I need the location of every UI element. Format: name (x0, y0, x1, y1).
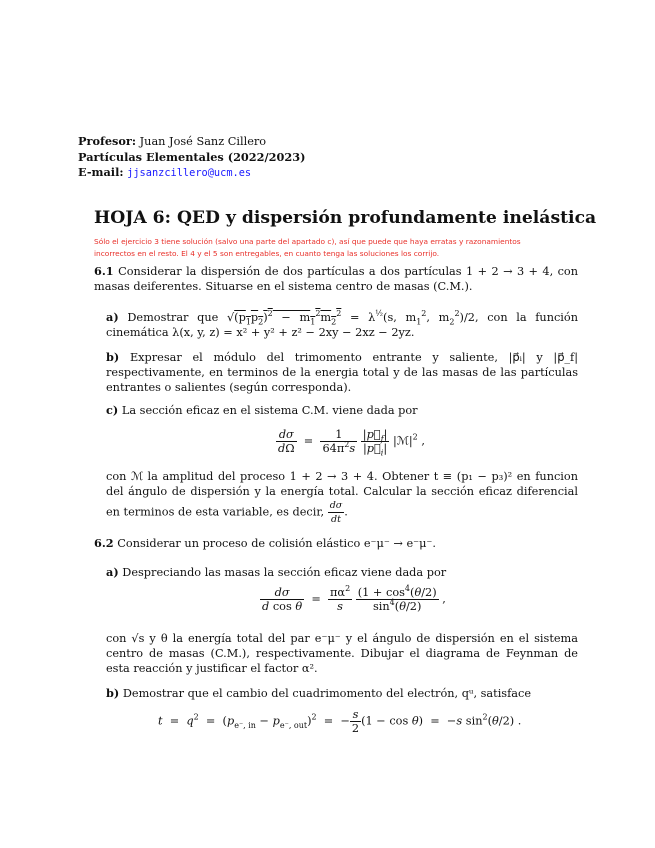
part-a-text-3: x² + y² + z² − 2xy − 2xz − 2yz. (236, 326, 415, 339)
author-note-line-1: Sólo el ejercicio 3 tiene solución (salvo una parte del apartado c), así que puede que haya erratas y razonamientos (94, 237, 521, 246)
part-2a-text: Despreciando las masas la sección eficaz viene dada por (122, 566, 447, 579)
part-a-text-1: Demostrar que (127, 311, 219, 324)
exercise-6-2-number: 6.2 (94, 536, 114, 550)
exercise-6-1-number: 6.1 (94, 264, 114, 278)
author-note-line-2: incorrectos en el resto. El 4 y el 5 son entregables, en cuanto tenga las soluciones los corrijo. (94, 249, 440, 258)
exercise-6-2-text: Considerar un proceso de colisión elástico e⁻μ⁻ → e⁻μ⁻. (117, 537, 436, 550)
email-label: E-mail: (78, 165, 124, 179)
part-b-label: b) (106, 350, 120, 364)
exercise-6-1-intro (94, 264, 578, 294)
exercise-6-2-a (106, 565, 578, 580)
exercise-6-2-a-continued (106, 631, 578, 676)
exercise-6-1-a (106, 310, 578, 340)
author-note (94, 236, 594, 260)
rutherford-equation: $\frac{d\sigma}{\text{d cos θ}}$ = $\frac{\pi\alpha^2}{s}$ $\frac{(1 + \cos^4(\theta/2)}{\sin^4(\theta/2)}$ , (262, 584, 446, 613)
part-2b-text: Demostrar que el cambio del cuadrimomento del electrón, qᵘ, satisface (122, 687, 532, 700)
professor-label: Profesor: (78, 134, 137, 148)
exercise-6-2-b (106, 686, 578, 701)
exercise-6-1-c (106, 403, 578, 418)
sheet-title: HOJA 6: QED y dispersión profundamente inelástica (94, 208, 597, 228)
exercise-6-2-intro (94, 536, 578, 551)
email-link[interactable]: jjsanzcillero@ucm.es (127, 167, 252, 179)
dsigma-dt: $\frac{d\sigma}{dt}$ (329, 500, 343, 525)
part-c-text-2: con ℳ la amplitud del proceso 1 + 2 → 3 + 4. Obtener t ≡ (p₁ − p₃)² en funcion del ángulo de dispersión y la energía total. Calcular la sección eficaz diferencial en terminos de esta variable, es decir, (106, 470, 578, 519)
kallen-equation: $√(p_1p_2)^2 - m_1^2m_2^2 = \lambda^{\frac{1}{2}}(s$, $m_1^2$, $m_2^2)/2$ (226, 309, 475, 327)
part-b-text: Expresar el módulo del trimomento entrante y saliente, |p⃗ᵢ| y |p⃗_f| respectivamente, en terminos de la energia total y de las masas de las partículas entrantes o salientes (según corresponda). (106, 351, 579, 394)
part-a-label: a) (106, 310, 119, 324)
exercise-6-1-text: Considerar la dispersión de dos partículas a dos partículas 1 + 2 → 3 + 4, con masas deiferentes. Situarse en el sistema centro de masas (C.M.). (94, 265, 579, 293)
momentum-transfer-equation: $t = q^2 = (p_{e^-, in} - p_{e^-, out})^2$ = − $\frac{s}{2}$ (1 − cos θ) = −s $\sin^2(\theta/2)$ . (158, 708, 522, 735)
part-a-text-2: , con la función cinemática λ(x, y, z) = (106, 311, 578, 339)
part-2b-label: b) (106, 686, 120, 700)
header-block (78, 134, 305, 181)
course-title: Partículas Elementales (2022/2023) (78, 149, 306, 164)
part-c-label: c) (106, 403, 119, 417)
part-2a-text-2: con √s y θ la energía total del par e⁻μ⁻ y el ángulo de dispersión en el sistema centro de masas (C.M.), respectivamente. Dibujar el diagrama de Feynman de esta reacción y justificar el factor α². (106, 632, 578, 675)
part-c-text: La sección eficaz en el sistema C.M. viene dada por (121, 404, 418, 417)
exercise-6-1-b (106, 350, 578, 395)
professor-name: Juan José Sanz Cillero (139, 135, 267, 148)
part-2a-label: a) (106, 565, 119, 579)
cross-section-equation: $\frac{d\sigma}{d\Omega}$ = $\frac{1}{64\pi^2s}$ $\frac{|p⃗_f|}{|p⃗_i|}$ $|ℳ|^2$ , (278, 428, 425, 458)
exercise-6-1-c-continued: con ℳ la amplitud del proceso 1 + 2 → 3 + 4. Obtener t ≡ (p₁ − p₃)² en funcion del ángulo de dispersión y la energía total. Calcular la sección eficaz diferencial en terminos de esta variable, es decir, $\frac{d\sigma}{dt}$ . (106, 470, 578, 525)
